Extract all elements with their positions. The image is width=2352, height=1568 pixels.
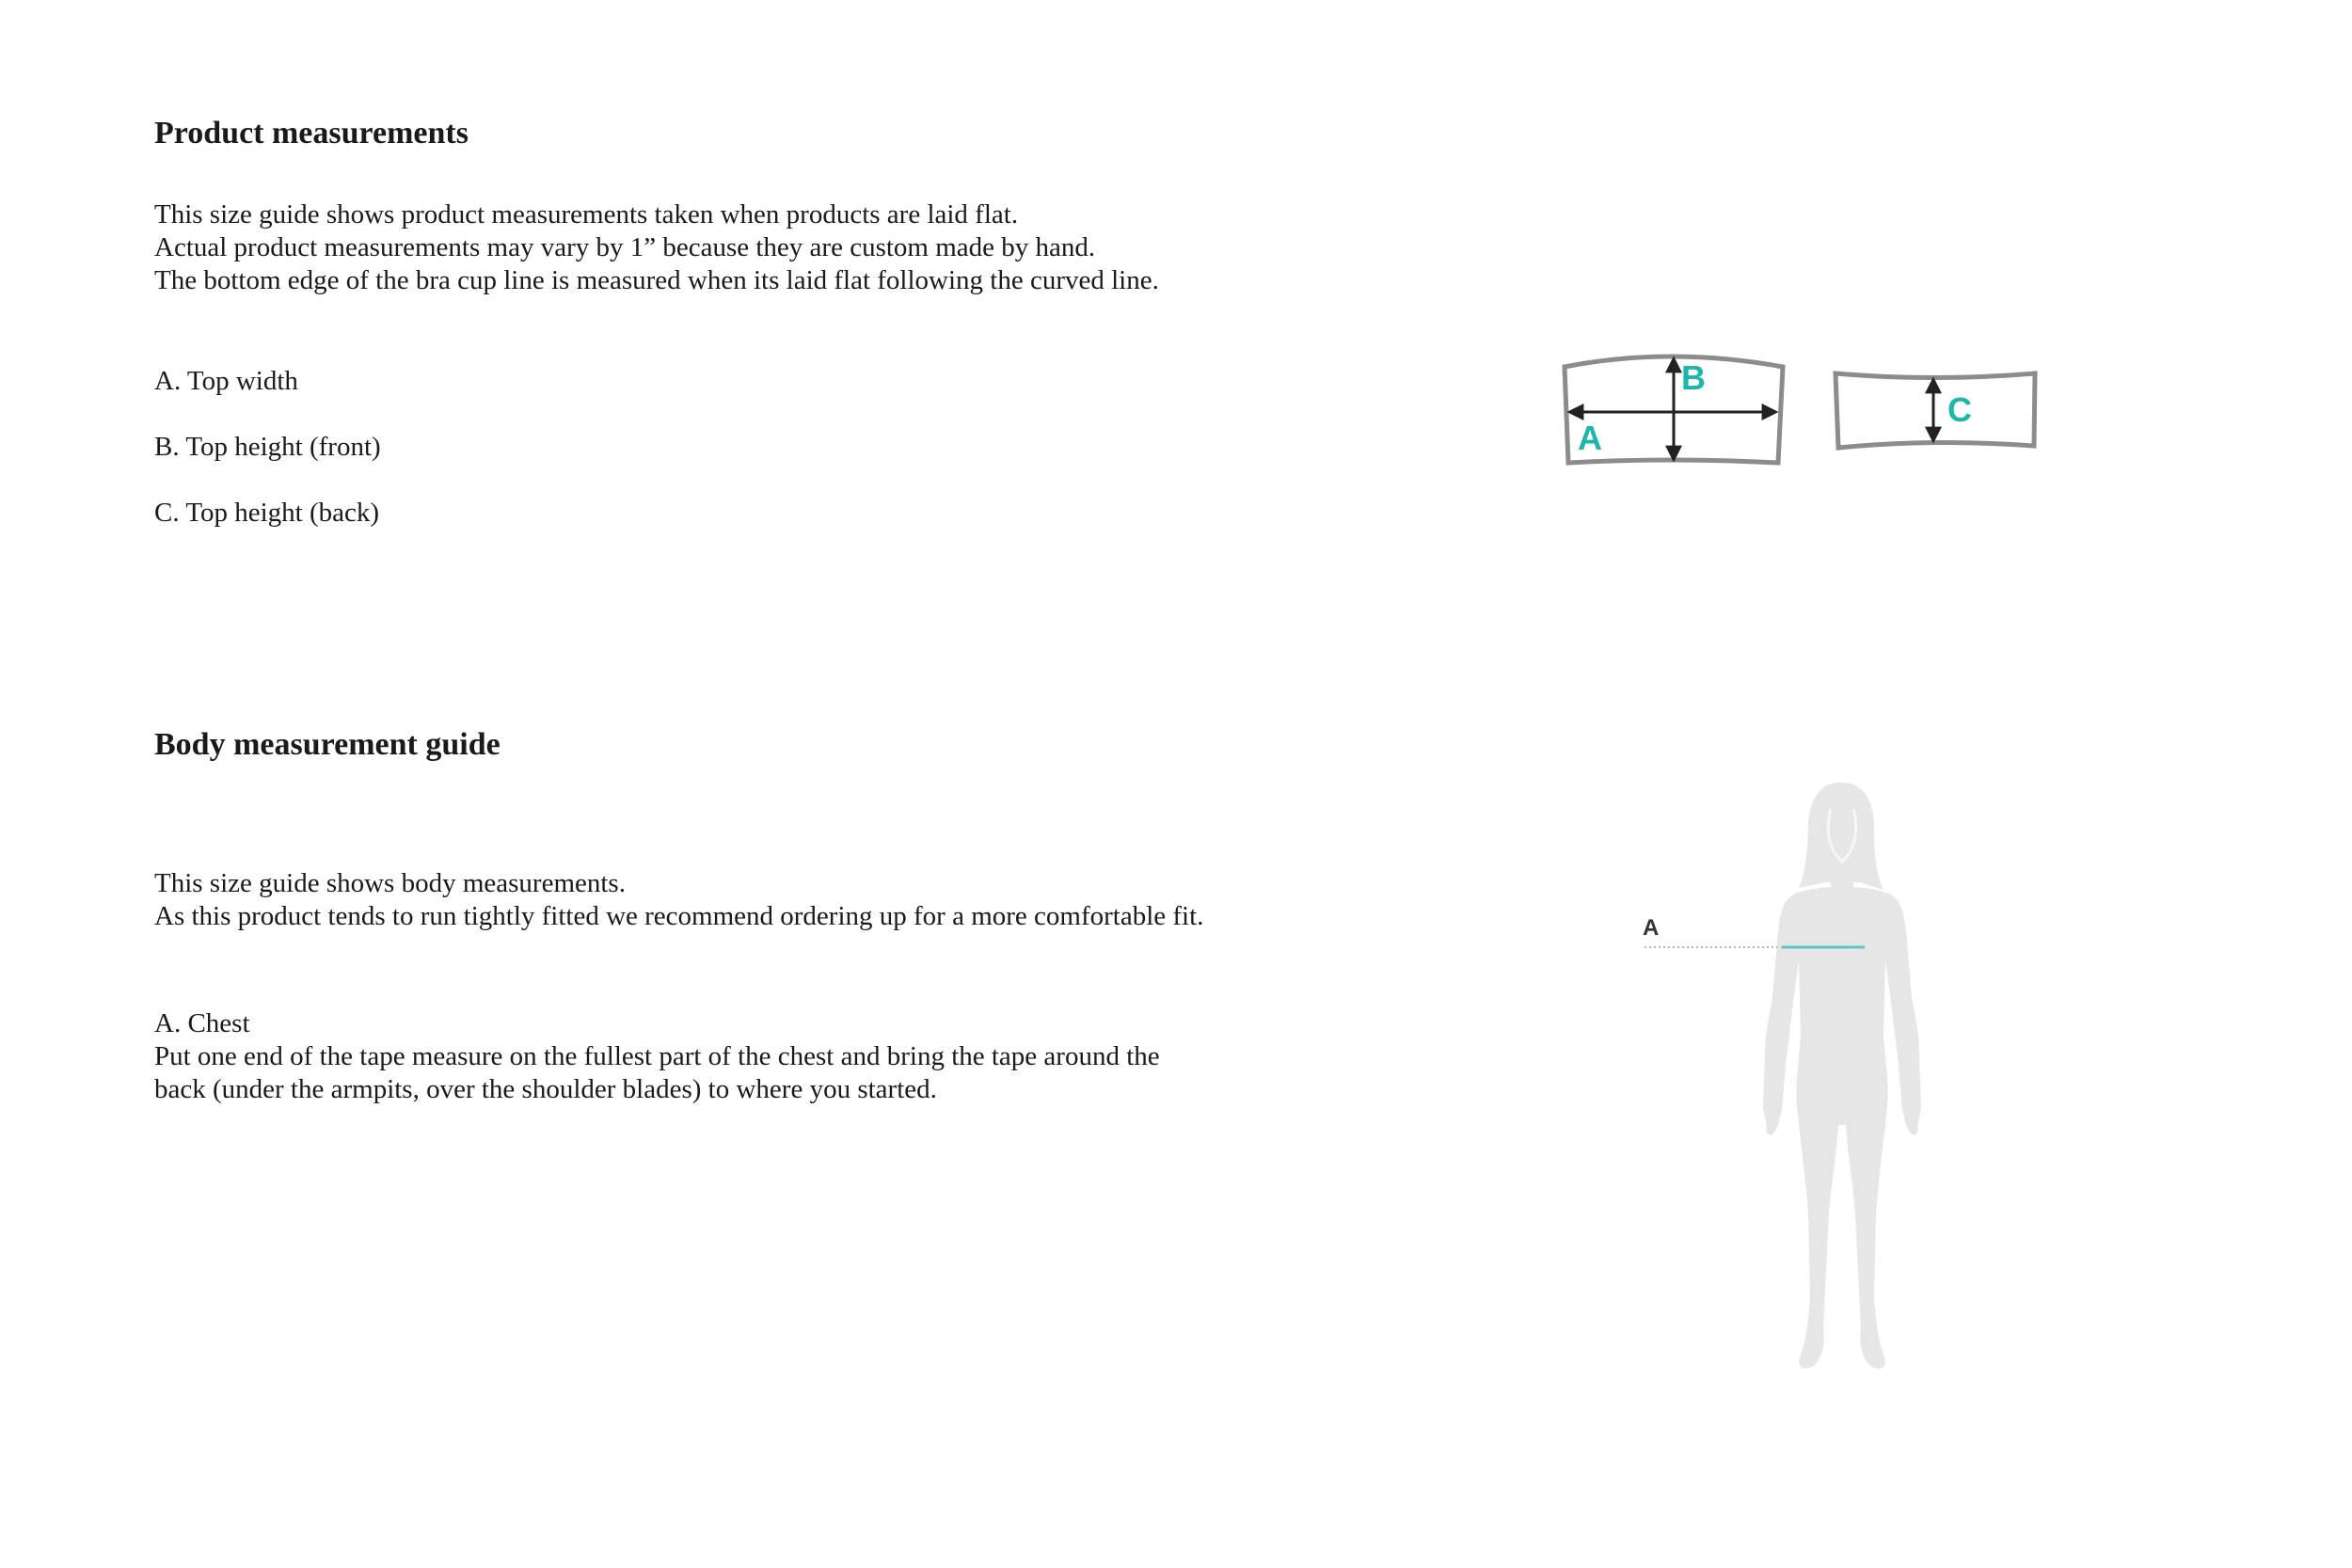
product-measurements-title: Product measurements bbox=[154, 116, 469, 150]
chest-heading: A. Chest bbox=[154, 1008, 250, 1038]
measurement-item-top-width: A. Top width bbox=[154, 366, 298, 396]
bra-top-diagram bbox=[1557, 348, 2046, 470]
label-c: C bbox=[1947, 390, 1972, 429]
measurement-item-top-height-front: B. Top height (front) bbox=[154, 432, 381, 462]
body-silhouette-diagram bbox=[1637, 771, 1938, 1402]
chest-description-line: Put one end of the tape measure on the fullest part of the chest and bring the tape around the bbox=[154, 1041, 1160, 1071]
back-panel-outline bbox=[1836, 373, 2035, 448]
chest-label-a: A bbox=[1643, 915, 1660, 941]
product-measurement-diagram bbox=[1557, 348, 2046, 470]
product-measurements-intro bbox=[154, 198, 1159, 297]
body-measurement-intro bbox=[154, 867, 1203, 933]
label-b: B bbox=[1681, 358, 1706, 397]
silhouette-shape bbox=[1763, 783, 1921, 1369]
intro-line: The bottom edge of the bra cup line is measured when its laid flat following the curved line. bbox=[154, 265, 1159, 295]
intro-line: Actual product measurements may vary by 1” because they are custom made by hand. bbox=[154, 232, 1096, 262]
measurement-item-top-height-back: C. Top height (back) bbox=[154, 498, 380, 528]
chest-measurement-instructions bbox=[154, 1007, 1160, 1106]
intro-line: This size guide shows body measurements. bbox=[154, 868, 626, 898]
female-silhouette bbox=[1637, 771, 1938, 1402]
body-measurement-guide-title: Body measurement guide bbox=[154, 727, 501, 762]
intro-line: This size guide shows product measurements taken when products are laid flat. bbox=[154, 199, 1019, 230]
chest-description-line: back (under the armpits, over the shoulder blades) to where you started. bbox=[154, 1074, 937, 1104]
intro-line: As this product tends to run tightly fitted we recommend ordering up for a more comfortable fit. bbox=[154, 901, 1204, 931]
label-a: A bbox=[1578, 419, 1602, 457]
